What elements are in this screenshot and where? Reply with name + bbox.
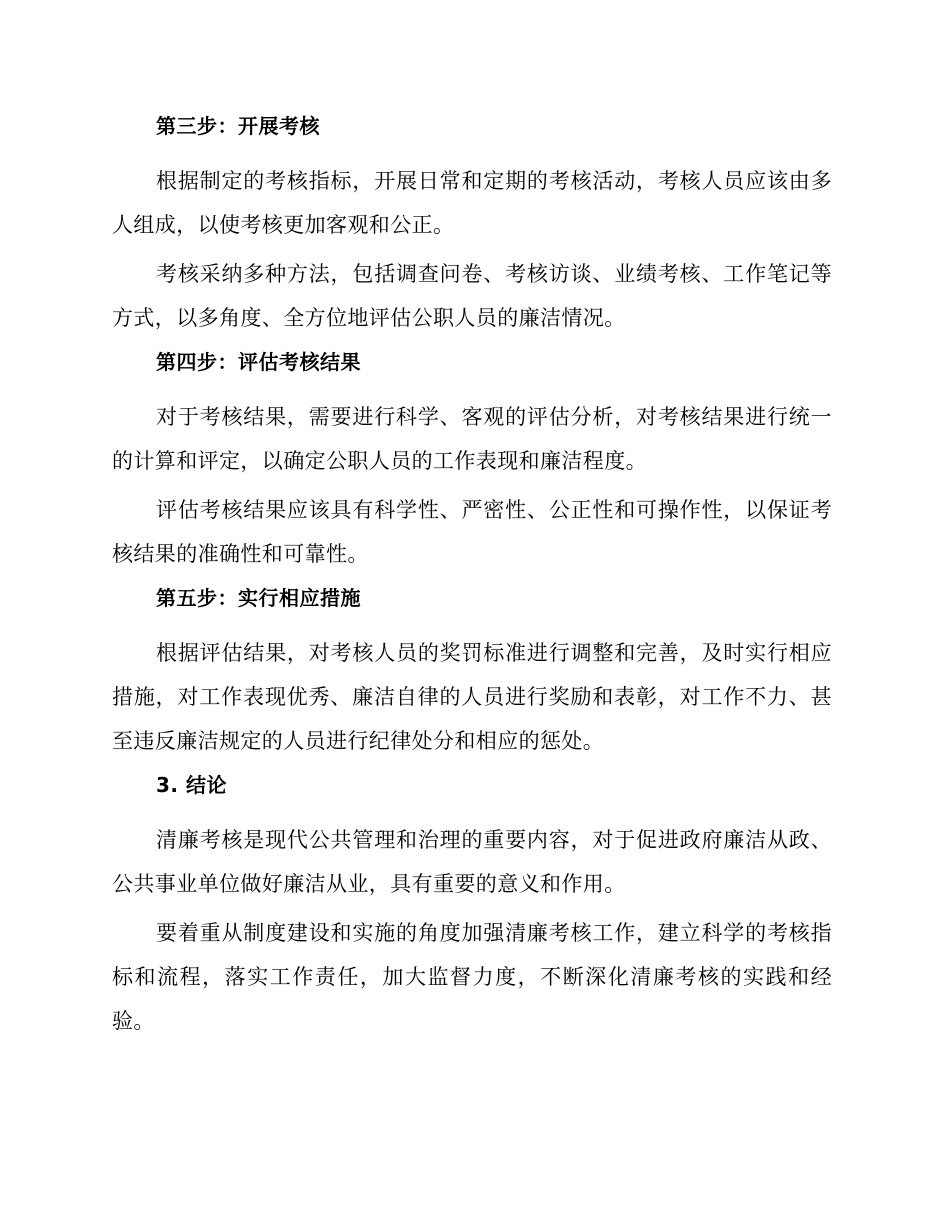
paragraph: 考核采纳多种方法，包括调查问卷、考核访谈、业绩考核、工作笔记等方式，以多角度、全方位地评估公职人员的廉洁情况。 — [112, 262, 832, 330]
section-heading-step-5: 第五步：实行相应措施 — [156, 586, 361, 610]
section-heading-step-3: 第三步：开展考核 — [156, 114, 320, 138]
document-body — [112, 110, 832, 1048]
paragraph: 清廉考核是现代公共管理和治理的重要内容，对于促进政府廉洁从政、公共事业单位做好廉洁从业，具有重要的意义和作用。 — [112, 828, 832, 896]
paragraph: 根据评估结果，对考核人员的奖罚标准进行调整和完善，及时实行相应措施，对工作表现优秀、廉洁自律的人员进行奖励和表彰，对工作不力、甚至违反廉洁规定的人员进行纪律处分和相应的惩处。 — [112, 641, 832, 753]
paragraph: 要着重从制度建设和实施的角度加强清廉考核工作，建立科学的考核指标和流程，落实工作责任，加大监督力度，不断深化清廉考核的实践和经验。 — [112, 921, 832, 1033]
paragraph: 对于考核结果，需要进行科学、客观的评估分析，对考核结果进行统一的计算和评定，以确定公职人员的工作表现和廉洁程度。 — [112, 405, 832, 473]
section-heading-step-4: 第四步：评估考核结果 — [156, 350, 361, 374]
paragraph: 根据制定的考核指标，开展日常和定期的考核活动，考核人员应该由多人组成，以使考核更加客观和公正。 — [112, 169, 832, 237]
paragraph: 评估考核结果应该具有科学性、严密性、公正性和可操作性，以保证考核结果的准确性和可靠性。 — [112, 498, 832, 566]
section-heading-conclusion: 3. 结论 — [156, 773, 227, 797]
